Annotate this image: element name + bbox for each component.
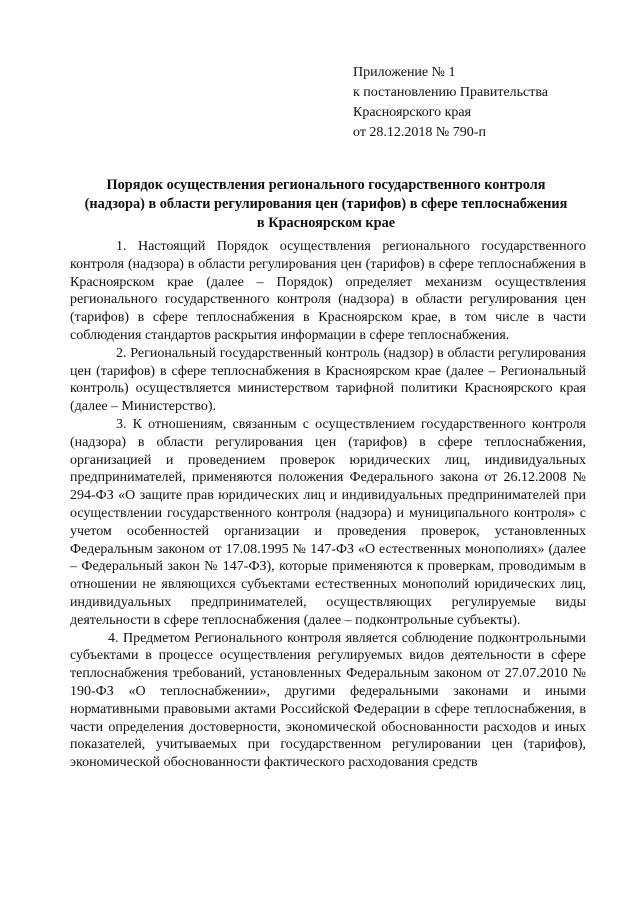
title-line-1: Порядок осуществления регионального государственного контроля [106,177,546,193]
paragraph-4: 4. Предметом Регионального контроля является соблюдение подконтрольными субъектами в процессе осуществления регулируемых видов деятельности в сфере теплоснабжения требований, установленных Федеральным законом от 27.07.2010 № 190-ФЗ «О теплоснабжении», другими федеральными законами и иными нормативными правовыми актами Российской Федерации в сфере теплоснабжения, в части определения достоверности, экономической обоснованности расходов и иных показателей, учитываемых при государственном регулировании цен (тарифов), экономической обоснованности фактического расходования средств [70,630,586,771]
appendix-number: Приложение № 1 [353,65,456,80]
title-line-2: (надзора) в области регулирования цен (тарифов) в сфере теплоснабжения [84,196,568,212]
appendix-header [353,63,548,143]
title-line-3: в Красноярском крае [256,215,396,231]
appendix-region: Красноярского края [353,105,472,120]
appendix-decree-ref: к постановлению Правительства [353,85,549,100]
document-title [62,176,590,233]
paragraph-2: 2. Региональный государственный контроль (надзор) в области регулирования цен (тарифов) в сфере теплоснабжения в Красноярском крае (далее – Региональный контроль) осуществляется министерством тарифной политики Красноярского края (далее – Министерство). [70,345,586,415]
appendix-date: от 28.12.2018 № 790-п [353,125,486,140]
paragraph-1: 1. Настоящий Порядок осуществления регионального государственного контроля (надзора) в области регулирования цен (тарифов) в сфере теплоснабжения в Красноярском крае (далее – Порядок) определяет механизм осуществления регионального государственного контроля (надзора) в области регулирования цен (тарифов) в сфере теплоснабжения в Красноярском крае, в том числе в части соблюдения стандартов раскрытия информации в сфере теплоснабжения. [70,239,586,343]
document-body [70,238,586,772]
paragraph-3: 3. К отношениям, связанным с осуществлением государственного контроля (надзора) в области регулирования цен (тарифов) в сфере теплоснабжения, организацией и проведением проверок юридических лиц, индивидуальных предпринимателей, применяются положения Федерального закона от 26.12.2008 № 294-ФЗ «О защите прав юридических лиц и индивидуальных предпринимателей при осуществлении государственного контроля (надзора) и муниципального контроля» с учетом особенностей организации и проведения проверок, установленных Федеральным законом от 17.08.1995 № 147-ФЗ «О естественных монополиях» (далее – Федеральный закон № 147-ФЗ), которые применяются к проверкам, проводимым в отношении не являющихся субъектами естественных монополий юридических лиц, индивидуальных предпринимателей, осуществляющих регулируемые виды деятельности в сфере теплоснабжения (далее – подконтрольные субъекты). [70,416,586,628]
